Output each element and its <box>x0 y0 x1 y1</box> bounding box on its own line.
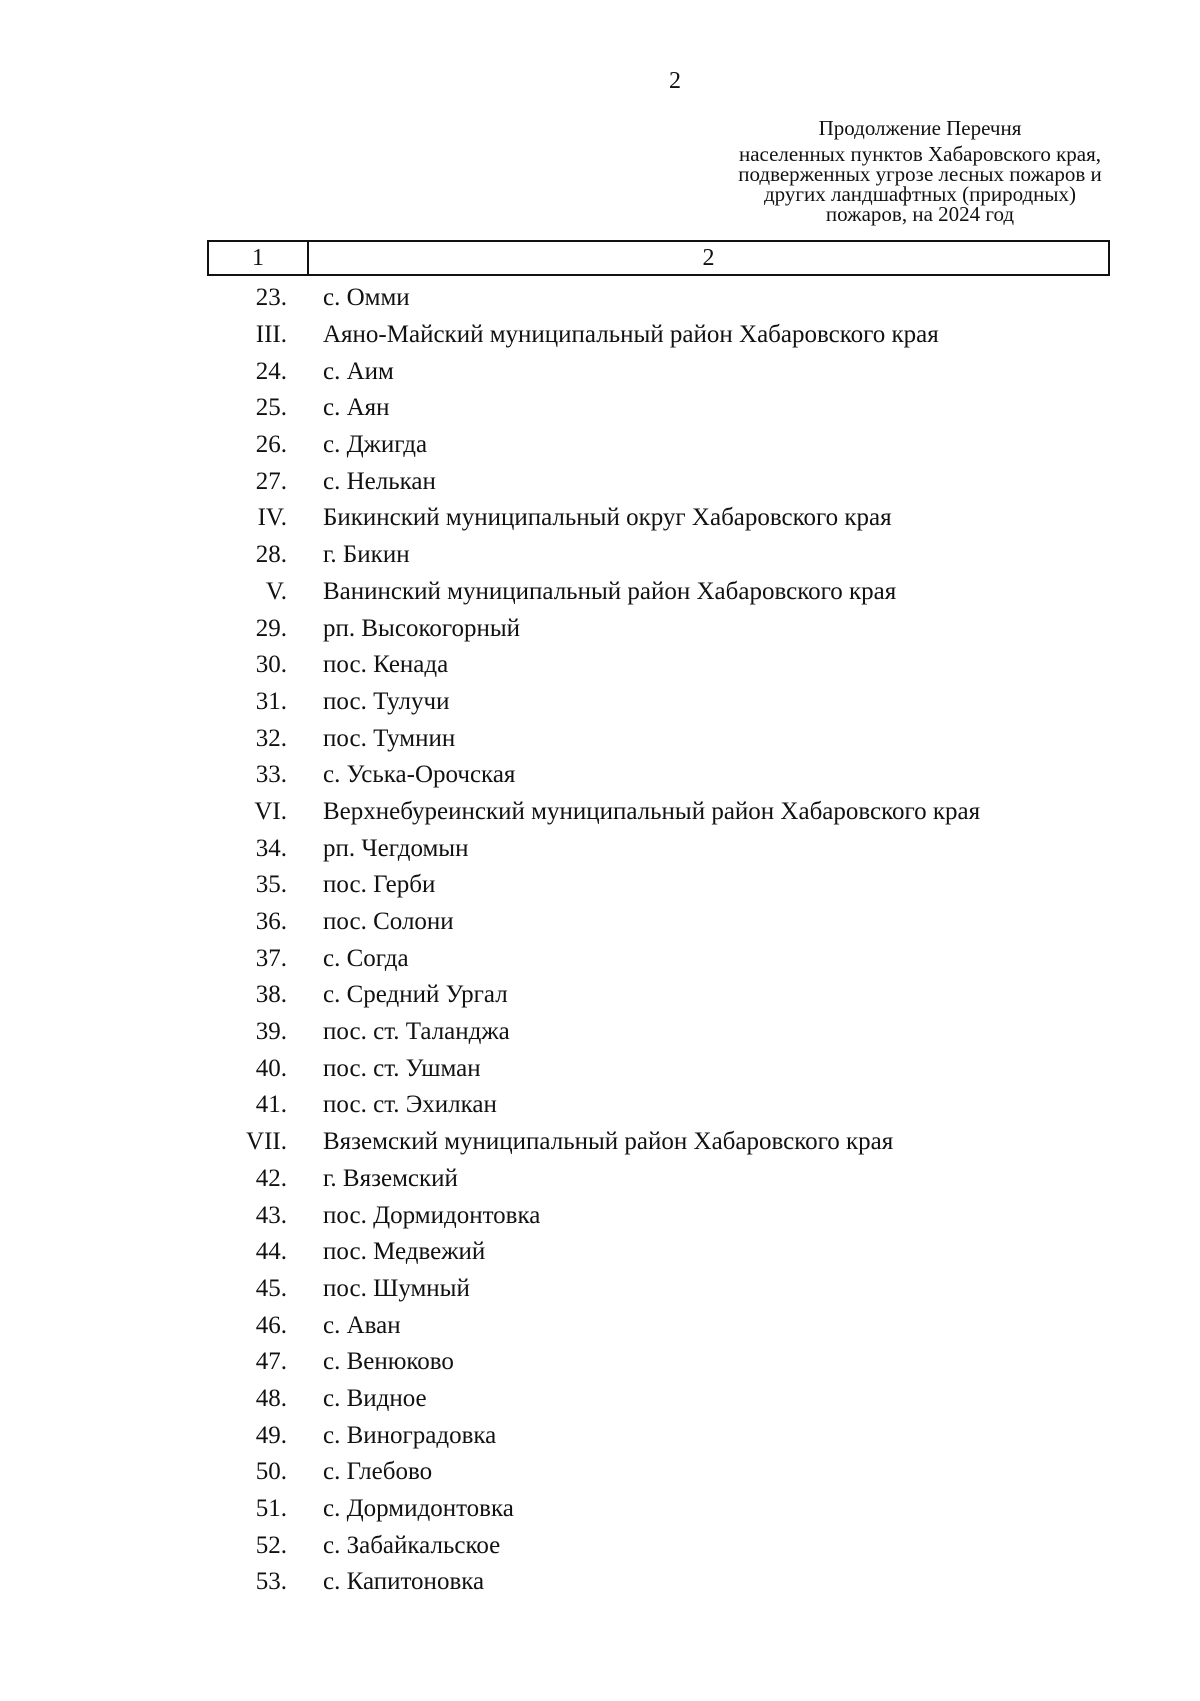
heading-line: других ландшафтных (природных) <box>764 182 1076 206</box>
settlement-name: с. Венюково <box>323 1348 454 1376</box>
settlement-name: пос. Солони <box>323 908 454 936</box>
row-number: 31. <box>255 687 287 715</box>
settlement-row <box>207 904 1110 941</box>
settlement-name: рп. Чегдомын <box>323 834 469 862</box>
settlement-row <box>207 610 1110 647</box>
settlement-name: с. Видное <box>323 1384 427 1412</box>
settlement-name: г. Бикин <box>323 541 410 569</box>
heading-line: подверженных угрозе лесных пожаров и <box>738 162 1102 186</box>
row-number: 35. <box>255 871 287 899</box>
row-number: 49. <box>255 1421 287 1449</box>
settlement-row <box>207 1014 1110 1051</box>
settlement-row <box>207 1344 1110 1381</box>
district-name: Бикинский муниципальный округ Хабаровского края <box>323 504 892 532</box>
row-number: VI. <box>254 797 287 825</box>
row-number: VII. <box>246 1128 287 1156</box>
settlement-row <box>207 427 1110 464</box>
row-number: 44. <box>255 1238 287 1266</box>
row-number: 47. <box>255 1348 287 1376</box>
heading-line: Продолжение Перечня <box>818 116 1022 140</box>
page-number: 2 <box>669 68 681 94</box>
settlement-row <box>207 1527 1110 1564</box>
district-name: Вяземский муниципальный район Хабаровского края <box>323 1128 894 1156</box>
row-number: 39. <box>255 1018 287 1046</box>
row-number: 42. <box>255 1164 287 1192</box>
settlement-row <box>207 390 1110 427</box>
row-number: 37. <box>255 944 287 972</box>
settlement-row <box>207 720 1110 757</box>
settlement-row <box>207 1161 1110 1198</box>
district-heading-row <box>207 317 1110 354</box>
settlement-row <box>207 977 1110 1014</box>
settlement-row <box>207 353 1110 390</box>
settlement-name: пос. Дормидонтовка <box>323 1201 541 1229</box>
row-number: 32. <box>255 724 287 752</box>
settlement-name: с. Виноградовка <box>323 1421 497 1449</box>
settlement-name: с. Омми <box>323 284 410 312</box>
settlement-name: пос. ст. Ушман <box>323 1054 481 1082</box>
settlement-row <box>207 1307 1110 1344</box>
row-number: 38. <box>255 981 287 1009</box>
district-name: Ванинский муниципальный район Хабаровского края <box>323 577 897 605</box>
settlement-name: с. Глебово <box>323 1458 433 1486</box>
row-number: 48. <box>255 1384 287 1412</box>
row-number: 25. <box>255 394 287 422</box>
settlement-name: с. Аим <box>323 357 394 385</box>
settlement-name: с. Согда <box>323 944 409 972</box>
settlement-name: пос. Шумный <box>323 1274 470 1302</box>
district-name: Верхнебуреинский муниципальный район Хабаровского края <box>323 797 981 825</box>
settlement-name: с. Аван <box>323 1311 401 1339</box>
heading-line: пожаров, на 2024 год <box>825 202 1015 226</box>
settlement-row <box>207 684 1110 721</box>
settlement-row <box>207 1491 1110 1528</box>
settlement-name: пос. Тумнин <box>323 724 456 752</box>
settlement-name: пос. Медвежий <box>323 1238 486 1266</box>
row-number: V. <box>265 577 287 605</box>
settlement-row <box>207 1234 1110 1271</box>
row-number: 28. <box>255 541 287 569</box>
settlement-name: пос. Герби <box>323 871 436 899</box>
settlement-row <box>207 280 1110 317</box>
row-number: 24. <box>255 357 287 385</box>
settlement-row <box>207 463 1110 500</box>
settlement-name: с. Забайкальское <box>323 1531 501 1559</box>
document-heading <box>700 118 1140 224</box>
column-header-name: 2 <box>702 244 715 271</box>
settlement-name: с. Капитоновка <box>323 1568 485 1596</box>
settlement-row <box>207 1417 1110 1454</box>
row-number: 23. <box>255 284 287 312</box>
row-number: III. <box>255 321 287 349</box>
row-number: 40. <box>255 1054 287 1082</box>
row-number: 34. <box>255 834 287 862</box>
row-number: 33. <box>255 761 287 789</box>
table-header-row <box>207 240 1110 276</box>
settlement-row <box>207 830 1110 867</box>
district-heading-row <box>207 794 1110 831</box>
settlement-row <box>207 647 1110 684</box>
row-number: 27. <box>255 467 287 495</box>
row-number: 43. <box>255 1201 287 1229</box>
settlement-list <box>207 280 1110 1601</box>
settlement-row <box>207 1271 1110 1308</box>
settlement-name: пос. ст. Таланджа <box>323 1018 510 1046</box>
row-number: 52. <box>255 1531 287 1559</box>
settlement-row <box>207 1197 1110 1234</box>
settlement-row <box>207 940 1110 977</box>
row-number: 30. <box>255 651 287 679</box>
settlement-row <box>207 1087 1110 1124</box>
settlement-name: с. Джигда <box>323 431 428 459</box>
settlement-name: с. Дормидонтовка <box>323 1495 514 1523</box>
district-name: Аяно-Майский муниципальный район Хабаровского края <box>323 321 939 349</box>
settlement-row <box>207 537 1110 574</box>
settlement-name: с. Аян <box>323 394 390 422</box>
settlement-name: г. Вяземский <box>323 1164 458 1192</box>
district-heading-row <box>207 500 1110 537</box>
row-number: 45. <box>255 1274 287 1302</box>
settlement-row <box>207 1564 1110 1601</box>
row-number: 36. <box>255 908 287 936</box>
row-number: 51. <box>255 1495 287 1523</box>
district-heading-row <box>207 1124 1110 1161</box>
heading-line: населенных пунктов Хабаровского края, <box>738 142 1102 166</box>
row-number: 50. <box>255 1458 287 1486</box>
settlement-name: с. Средний Ургал <box>323 981 508 1009</box>
settlement-name: пос. Тулучи <box>323 687 450 715</box>
settlement-row <box>207 1454 1110 1491</box>
settlement-row <box>207 757 1110 794</box>
settlement-name: с. Нелькан <box>323 467 436 495</box>
settlement-row <box>207 1381 1110 1418</box>
row-number: 53. <box>255 1568 287 1596</box>
district-heading-row <box>207 574 1110 611</box>
settlement-name: пос. ст. Эхилкан <box>323 1091 497 1119</box>
column-header-number: 1 <box>209 242 309 274</box>
row-number: 29. <box>255 614 287 642</box>
row-number: 26. <box>255 431 287 459</box>
row-number: 41. <box>255 1091 287 1119</box>
settlement-name: рп. Высокогорный <box>323 614 521 642</box>
settlement-name: с. Уська-Орочская <box>323 761 516 789</box>
settlement-row <box>207 867 1110 904</box>
settlement-name: пос. Кенада <box>323 651 449 679</box>
settlement-row <box>207 1050 1110 1087</box>
row-number: IV. <box>257 504 287 532</box>
row-number: 46. <box>255 1311 287 1339</box>
